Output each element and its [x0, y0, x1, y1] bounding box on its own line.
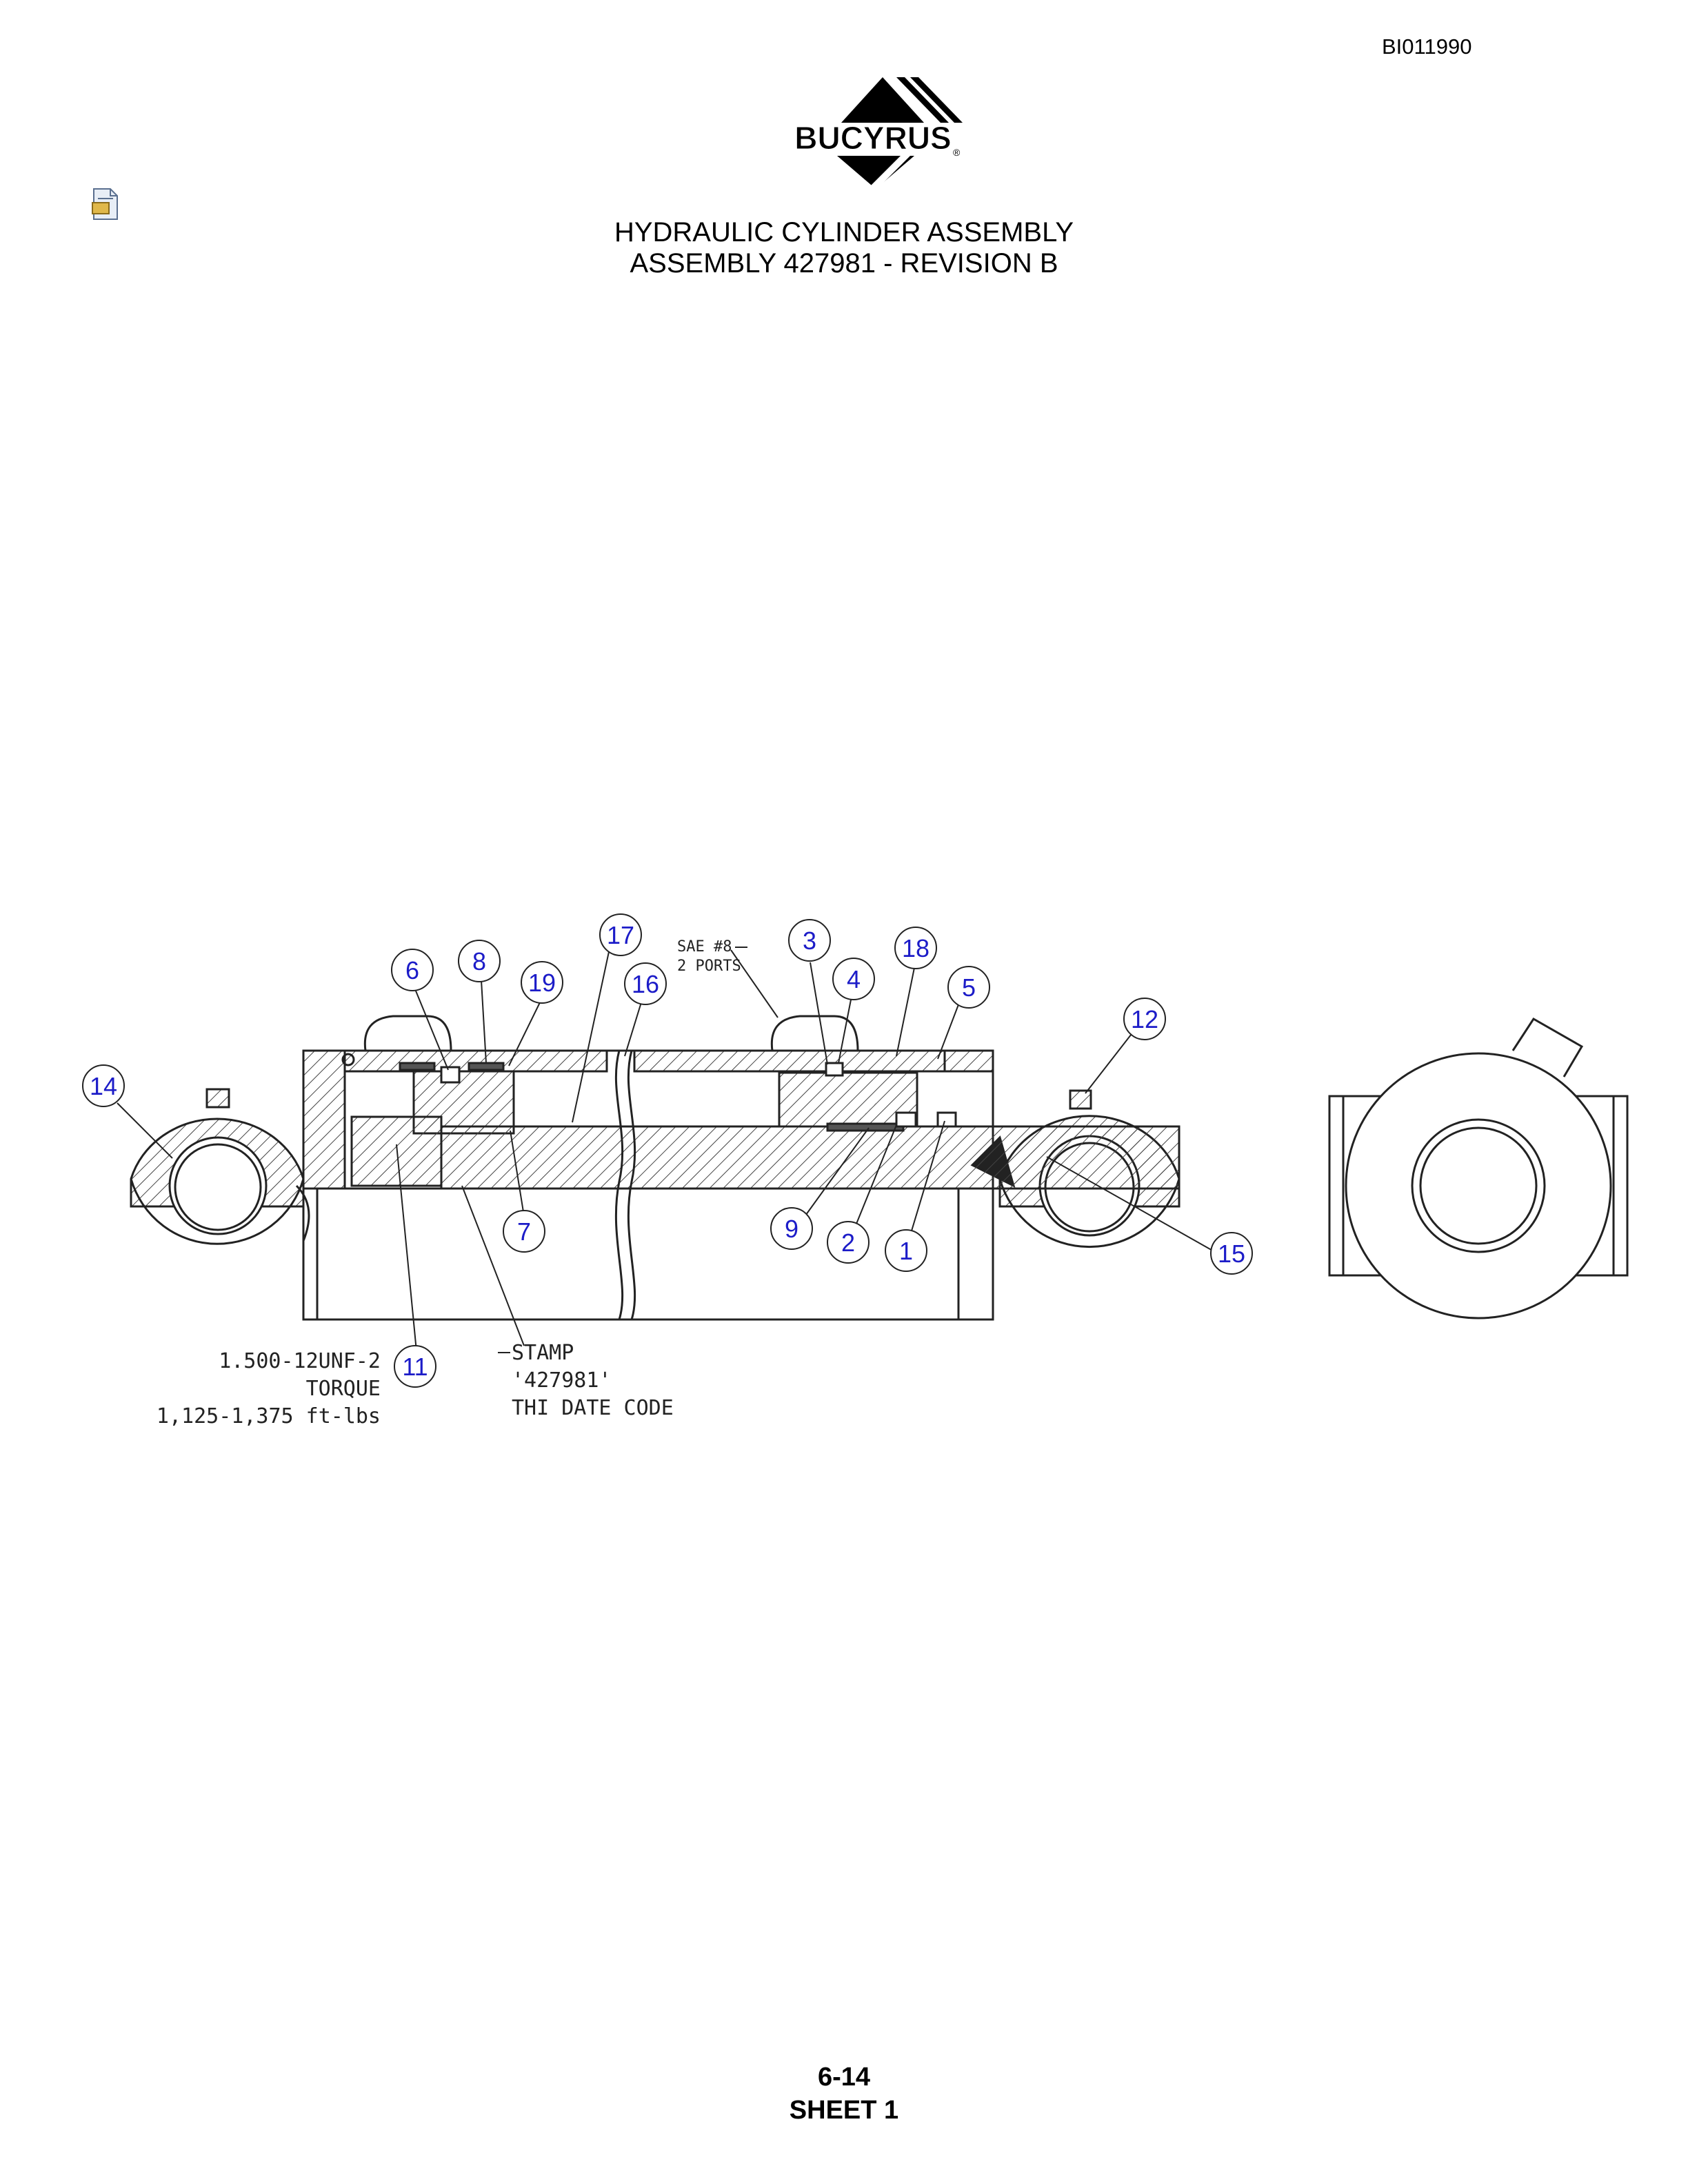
sheet-label: SHEET 1 [789, 2096, 899, 2125]
cylinder-body [303, 1016, 1179, 1320]
svg-text:9: 9 [784, 1215, 799, 1243]
svg-text:2 PORTS: 2 PORTS [677, 958, 741, 975]
balloon-9 [771, 1208, 812, 1249]
svg-text:12: 12 [1130, 1005, 1159, 1033]
svg-text:THI DATE CODE: THI DATE CODE [512, 1396, 674, 1420]
svg-text:STAMP: STAMP [512, 1341, 574, 1365]
balloon-4 [833, 958, 874, 1000]
balloon-8 [459, 940, 500, 982]
balloon-1 [885, 1230, 927, 1271]
balloon-19 [521, 962, 563, 1003]
balloon-14 [83, 1065, 124, 1106]
left-rod-eye [131, 1089, 309, 1244]
svg-text:1,125-1,375 ft-lbs: 1,125-1,375 ft-lbs [156, 1404, 381, 1428]
balloon-12 [1124, 998, 1165, 1040]
balloon-18 [895, 927, 936, 969]
svg-text:3: 3 [802, 927, 817, 955]
svg-text:5: 5 [961, 973, 976, 1002]
svg-text:11: 11 [402, 1353, 428, 1381]
balloon-7 [503, 1211, 545, 1252]
svg-text:SAE #8: SAE #8 [677, 938, 732, 956]
thread-torque-note [157, 1349, 381, 1428]
balloon-15 [1211, 1233, 1252, 1274]
balloon-16 [625, 963, 666, 1004]
svg-text:2: 2 [841, 1228, 856, 1257]
svg-text:6: 6 [405, 956, 420, 984]
logo-wordmark: BUCYRUS [794, 120, 952, 156]
svg-text:4: 4 [846, 965, 861, 993]
svg-text:14: 14 [89, 1072, 118, 1100]
balloon-5 [948, 967, 989, 1008]
balloon-11 [394, 1346, 436, 1387]
page-number: 6-14 [817, 2063, 871, 2092]
svg-text:1.500-12UNF-2: 1.500-12UNF-2 [219, 1349, 381, 1373]
drawing-title: HYDRAULIC CYLINDER ASSEMBLY [614, 217, 1074, 247]
stamp-note [498, 1341, 674, 1420]
svg-text:TORQUE: TORQUE [305, 1377, 381, 1401]
svg-text:18: 18 [901, 934, 930, 962]
svg-text:'427981': '427981' [512, 1368, 612, 1393]
drawing-subtitle: ASSEMBLY 427981 - REVISION B [630, 248, 1058, 279]
svg-text:1: 1 [898, 1237, 914, 1265]
port-note [677, 938, 747, 975]
svg-text:17: 17 [606, 921, 635, 949]
balloon-3 [789, 920, 830, 961]
balloon-2 [827, 1222, 869, 1263]
end-view [1329, 1019, 1627, 1318]
balloon-6 [392, 949, 433, 991]
svg-text:19: 19 [528, 969, 556, 997]
svg-text:7: 7 [516, 1217, 532, 1246]
svg-text:15: 15 [1217, 1240, 1246, 1268]
svg-text:16: 16 [631, 970, 660, 998]
document-id: BI011990 [1382, 34, 1472, 59]
logo-registered-mark: ® [953, 147, 961, 158]
balloon-17 [600, 914, 641, 956]
svg-text:8: 8 [472, 947, 487, 975]
